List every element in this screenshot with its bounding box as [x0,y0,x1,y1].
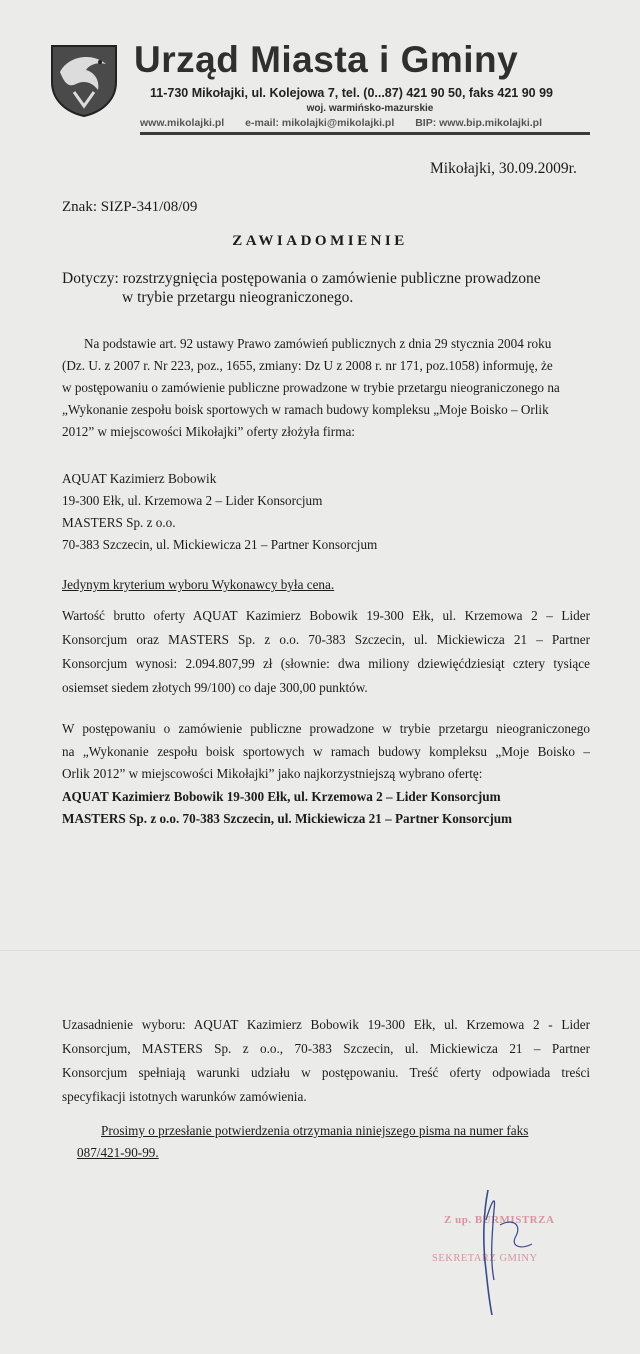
signature-icon [460,1180,560,1320]
paragraph-line: specyfikacji istotnych warunków zamówienia. [62,1089,307,1104]
paragraph-line: na „Wykonanie zespołu boisk sportowych w ramach budowy kompleksu „Moje Boisko – [62,743,590,759]
page-fold [0,950,640,952]
bip-link[interactable]: BIP: www.bip.mikolajki.pl [415,117,542,129]
letter-heading: ZAWIADOMIENIE [232,233,408,249]
paragraph-line: W postępowaniu o zamówienie publiczne prowadzone w trybie przetargu nieograniczonego [62,721,590,736]
office-title: Urząd Miasta i Gminy [134,39,519,80]
subject-line-2: w trybie przetargu nieograniczonego. [122,289,354,306]
paragraph-line: Orlik 2012” w miejscowości Mikołajki” jako najkorzystniejszą wybrano ofertę: [62,766,483,781]
paragraph-line: w postępowaniu o zamówienie publiczne prowadzone w trybie przetargu nieograniczonego na [62,380,560,395]
bidder-line: MASTERS Sp. z o.o. [62,515,176,530]
office-region: woj. warmińsko-mazurskie [306,103,434,114]
request-line: 087/421-90-99. [77,1145,159,1160]
request-line: Prosimy o przesłanie potwierdzenia otrzymania niniejszego pisma na numer faks [101,1123,529,1138]
paragraph-line: „Wykonanie zespołu boisk sportowych w ramach budowy kompleksu „Moje Boisko – Orlik [62,402,549,417]
confirmation-request [77,1120,597,1164]
coat-of-arms-icon [48,42,120,118]
paragraph-selected-offer [62,718,590,831]
bidder-block [62,468,377,556]
paragraph-line: Konsorcjum, MASTERS Sp. z o.o., 70-383 Szczecin, ul. Mickiewicza 21 – Partner [62,1041,590,1056]
office-contacts [140,117,600,129]
paragraph-line: Wartość brutto oferty AQUAT Kazimierz Bobowik 19-300 Ełk, ul. Krzemowa 2 – Lider [62,608,590,623]
letter-date: Mikołajki, 30.09.2009r. [430,160,577,177]
paragraph-line: Konsorcjum spełniają warunki udziału w postępowaniu. Treść oferty odpowiada treści [62,1065,590,1080]
reference-number: Znak: SIZP-341/08/09 [62,199,198,215]
paragraph-offer-value [62,604,590,700]
paragraph-justification [62,1013,590,1109]
stamp-authority: Z up. BURMISTRZA [444,1214,555,1226]
paragraph-line: osiemset siedem złotych 99/100) co daje 300,00 punktów. [62,680,368,695]
paragraph-line: (Dz. U. z 2007 r. Nr 223, poz., 1655, zmiany: Dz U z 2008 r. nr 171, poz.1058) informuję, że [62,358,553,373]
selection-criterion: Jedynym kryterium wyboru Wykonawcy była cena. [62,577,335,592]
paragraph-legal-basis [62,333,560,443]
paragraph-line: Konsorcjum oraz MASTERS Sp. z o.o. 70-383 Szczecin, ul. Mickiewicza 21 – Partner [62,632,590,647]
website-link[interactable]: www.mikolajki.pl [140,117,225,129]
winner-line: AQUAT Kazimierz Bobowik 19-300 Ełk, ul. Krzemowa 2 – Lider Konsorcjum [62,788,501,804]
email-link[interactable]: e-mail: mikolajki@mikolajki.pl [245,117,395,129]
bidder-line: AQUAT Kazimierz Bobowik [62,471,217,486]
office-address: 11-730 Mikołajki, ul. Kolejowa 7, tel. (0...87) 421 90 50, faks 421 90 99 [150,86,554,100]
bidder-line: 19-300 Ełk, ul. Krzemowa 2 – Lider Konsorcjum [62,493,323,508]
winner-line: MASTERS Sp. z o.o. 70-383 Szczecin, ul. Mickiewicza 21 – Partner Konsorcjum [62,811,513,826]
stamp-title: SEKRETARZ GMINY [432,1253,538,1264]
subject-line-1: Dotyczy: rozstrzygnięcia postępowania o zamówienie publiczne prowadzone [62,270,541,287]
paragraph-line: 2012” w miejscowości Mikołajki” oferty złożyła firma: [62,424,355,439]
bidder-line: 70-383 Szczecin, ul. Mickiewicza 21 – Partner Konsorcjum [62,537,378,552]
paragraph-line: Konsorcjum wynosi: 2.094.807,99 zł (słownie: dwa miliony dziewięćdziesiąt cztery tysiące [62,656,590,671]
paragraph-line: Uzasadnienie wyboru: AQUAT Kazimierz Bobowik 19-300 Ełk, ul. Krzemowa 2 - Lider [62,1017,590,1032]
letterhead-divider [140,132,590,135]
paragraph-line: Na podstawie art. 92 ustawy Prawo zamówień publicznych z dnia 29 stycznia 2004 roku [84,336,552,351]
